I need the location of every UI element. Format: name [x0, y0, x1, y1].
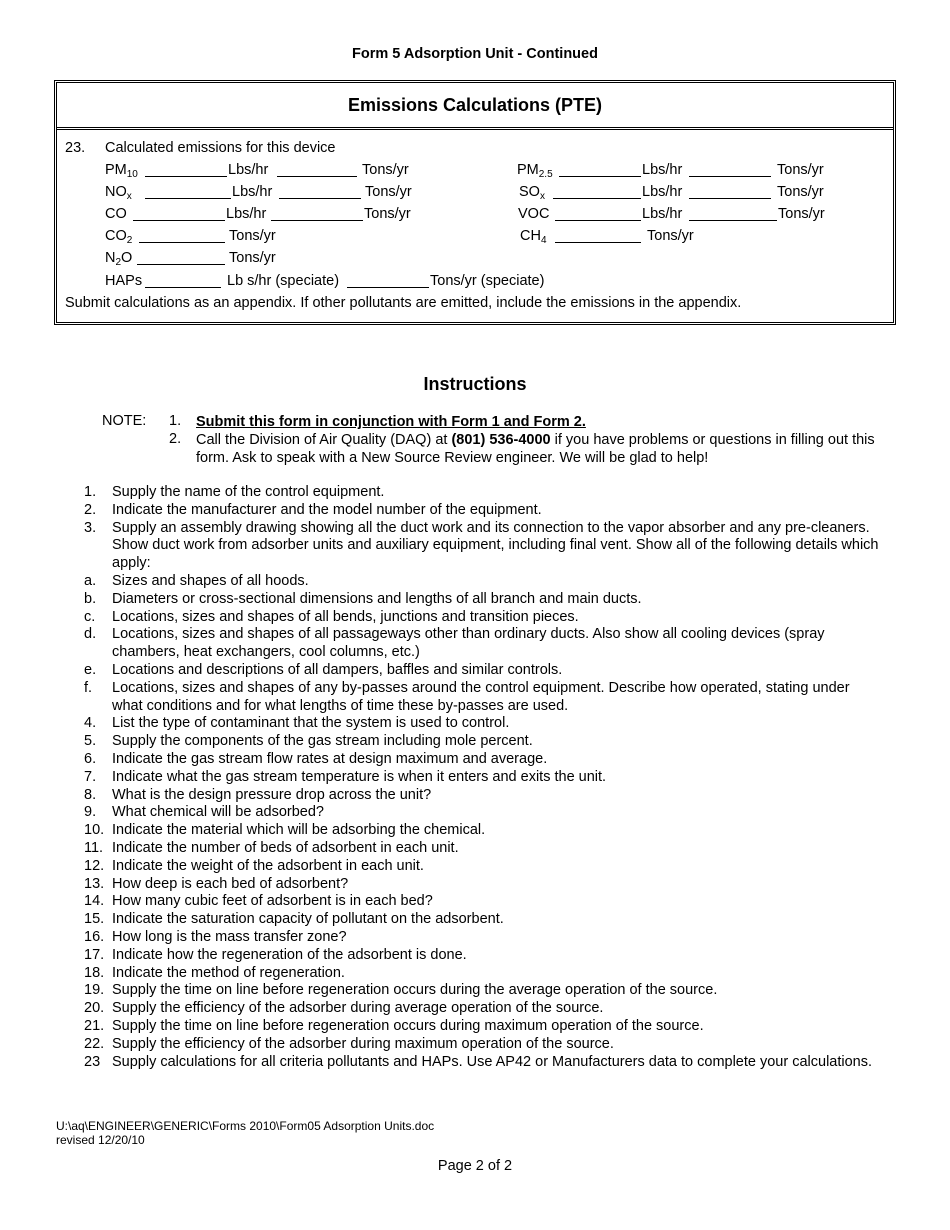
- list-item-number: 4.: [84, 715, 97, 732]
- list-item-number: 13.: [84, 875, 105, 892]
- note-label: NOTE:: [102, 413, 147, 429]
- nox-tons-yr-field[interactable]: [279, 186, 361, 199]
- list-item: [84, 893, 884, 911]
- footer-file-info: [56, 1119, 434, 1147]
- page-title: Form 5 Adsorption Unit - Continued: [352, 46, 598, 62]
- page-number: Page 2 of 2: [437, 1158, 513, 1174]
- list-item-number: 15.: [84, 911, 105, 928]
- list-item-number: 22.: [84, 1035, 105, 1052]
- pollutant-pm25: $PM_{2.5}$: [517, 162, 553, 180]
- pm25-lbs-hr-field[interactable]: [559, 164, 641, 177]
- list-item: [84, 929, 884, 947]
- list-item-number: 5.: [84, 733, 97, 750]
- n2o-tons-yr-field[interactable]: [137, 252, 225, 265]
- note-number: 1.: [169, 413, 182, 429]
- co2-tons-yr-field[interactable]: [139, 230, 225, 243]
- list-item: [84, 591, 884, 609]
- list-item-text: Supply calculations for all criteria pollutants and HAPs. Use AP42 or Manufacturers data to complete your calculations.: [112, 1053, 873, 1070]
- unit-label: Lbs/hr: [232, 184, 273, 200]
- list-item-text: Locations, sizes and shapes of any by-passes around the control equipment. Describe how operated, stating under what conditions and for what lengths of time these by-passes are used.: [112, 679, 850, 714]
- list-item-text: Locations and descriptions of all dampers, baffles and similar controls.: [112, 661, 563, 678]
- pollutant-voc: VOC: [518, 206, 550, 222]
- list-item-number: 11.: [84, 839, 104, 856]
- list-item: [84, 1054, 884, 1072]
- pollutant-pm10: $PM_{10}$: [105, 162, 138, 180]
- pm10-tons-yr-field[interactable]: [277, 164, 357, 177]
- note-number: 2.: [169, 431, 182, 447]
- voc-tons-yr-field[interactable]: [689, 208, 777, 221]
- list-item-number: 14.: [84, 893, 105, 910]
- list-item: [84, 1036, 884, 1054]
- list-item: [84, 804, 884, 822]
- list-item-text: Supply an assembly drawing showing all the duct work and its connection to the vapor absorber and any pre-cleaners. Show duct work from adsorber units and auxiliary equipment, including final vent. Show all of the following details which apply:: [112, 519, 879, 572]
- unit-label: Tons/yr: [362, 162, 409, 178]
- emissions-footnote: Submit calculations as an appendix. If other pollutants are emitted, include the emissions in the appendix.: [65, 295, 742, 311]
- list-item-text: Locations, sizes and shapes of all passageways other than ordinary ducts. Also show all cooling devices (spray chambers, heat exchangers, cool columns, etc.): [112, 626, 825, 661]
- list-item-text: Indicate the weight of the adsorbent in each unit.: [112, 857, 424, 874]
- ch4-tons-yr-field[interactable]: [555, 230, 641, 243]
- list-item: [84, 609, 884, 627]
- instructions-title: Instructions: [423, 374, 527, 394]
- co-tons-yr-field[interactable]: [271, 208, 363, 221]
- list-item: [84, 965, 884, 983]
- list-item: [84, 626, 884, 662]
- sox-lbs-hr-field[interactable]: [553, 186, 641, 199]
- list-item: [84, 858, 884, 876]
- list-item-text: Locations, sizes and shapes of all bends, junctions and transition pieces.: [112, 608, 579, 625]
- list-item-text: Sizes and shapes of all hoods.: [112, 572, 309, 589]
- list-item-text: Supply the time on line before regeneration occurs during the average operation of the source.: [112, 982, 718, 999]
- list-item-text: List the type of contaminant that the system is used to control.: [112, 715, 510, 732]
- list-item: [84, 982, 884, 1000]
- list-item-text: How long is the mass transfer zone?: [112, 928, 347, 945]
- list-item-number: 23: [84, 1053, 101, 1070]
- list-item: [84, 787, 884, 805]
- list-item: [84, 876, 884, 894]
- list-item-number: d.: [84, 626, 97, 643]
- unit-label: Lbs/hr: [642, 206, 683, 222]
- list-item-number: 19.: [84, 982, 105, 999]
- list-item: [84, 1000, 884, 1018]
- haps-lbs-hr-field[interactable]: [145, 275, 221, 288]
- list-item-number: 10.: [84, 822, 105, 839]
- unit-label: Lbs/hr: [228, 162, 269, 178]
- voc-lbs-hr-field[interactable]: [555, 208, 641, 221]
- list-item-number: 9.: [84, 804, 97, 821]
- list-item: [84, 502, 884, 520]
- list-item-text: Supply the efficiency of the adsorber during maximum operation of the source.: [112, 1035, 614, 1052]
- pollutant-n2o: $N_2O$: [105, 250, 133, 268]
- list-item-text: Indicate the method of regeneration.: [112, 964, 345, 981]
- list-item: [84, 769, 884, 787]
- list-item-number: 18.: [84, 964, 105, 981]
- unit-label: Tons/yr (speciate): [430, 273, 545, 289]
- list-item-number: e.: [84, 661, 97, 678]
- list-item-number: 7.: [84, 768, 97, 785]
- list-item-text: How deep is each bed of adsorbent?: [112, 875, 349, 892]
- unit-label: Tons/yr: [777, 162, 824, 178]
- list-item: [84, 947, 884, 965]
- list-item-text: Indicate the material which will be adsorbing the chemical.: [112, 822, 486, 839]
- list-item-number: 21.: [84, 1017, 105, 1034]
- unit-label: Lbs/hr: [226, 206, 267, 222]
- pollutant-ch4: $CH_4$: [520, 228, 547, 246]
- list-item-number: 12.: [84, 857, 105, 874]
- list-item-number: 16.: [84, 928, 105, 945]
- list-item-number: a.: [84, 572, 97, 589]
- unit-label: Lbs/hr: [642, 162, 683, 178]
- note-item: Call the Division of Air Quality (DAQ) at (801) 536-4000 if you have problems or questions in filling out this form. Ask to speak with a New Source Review engineer. We will be glad to help!: [196, 432, 875, 466]
- section-title: Emissions Calculations (PTE): [57, 83, 893, 130]
- emissions-calculations-box: [54, 80, 896, 325]
- file-path: U:\aq\ENGINEER\GENERIC\Forms 2010\Form05 Adsorption Units.doc: [56, 1119, 435, 1133]
- list-item: [84, 840, 884, 858]
- unit-label: Lb s/hr (speciate): [227, 273, 340, 289]
- list-item: [84, 715, 884, 733]
- pollutant-haps: HAPs: [105, 273, 143, 289]
- list-item-number: 20.: [84, 1000, 105, 1017]
- list-item-text: What chemical will be adsorbed?: [112, 804, 324, 821]
- daq-phone-number: (801) 536-4000: [451, 432, 551, 448]
- list-item-text: Indicate the saturation capacity of pollutant on the adsorbent.: [112, 911, 504, 928]
- sox-tons-yr-field[interactable]: [689, 186, 771, 199]
- pollutant-co2: $CO_2$: [105, 228, 133, 246]
- unit-label: Tons/yr: [229, 250, 276, 266]
- list-item-number: b.: [84, 590, 97, 607]
- instructions-list: [84, 484, 884, 1071]
- list-item-text: What is the design pressure drop across the unit?: [112, 786, 432, 803]
- question-number: 23.: [65, 140, 86, 156]
- list-item-text: Supply the name of the control equipment.: [112, 484, 385, 500]
- list-item: [84, 733, 884, 751]
- list-item-text: Indicate the gas stream flow rates at design maximum and average.: [112, 750, 548, 767]
- list-item: [84, 680, 884, 716]
- list-item-text: Indicate what the gas stream temperature is when it enters and exits the unit.: [112, 768, 607, 785]
- list-item-text: How many cubic feet of adsorbent is in each bed?: [112, 893, 433, 910]
- emissions-body: [57, 130, 893, 322]
- haps-tons-yr-field[interactable]: [347, 275, 429, 288]
- pollutant-sox: $SO_x$: [519, 184, 545, 202]
- pm25-tons-yr-field[interactable]: [689, 164, 771, 177]
- list-item: [84, 662, 884, 680]
- unit-label: Tons/yr: [365, 184, 412, 200]
- unit-label: Tons/yr: [364, 206, 411, 222]
- list-item-number: 8.: [84, 786, 97, 803]
- list-item-text: Indicate the manufacturer and the model number of the equipment.: [112, 501, 542, 518]
- unit-label: Tons/yr: [229, 228, 276, 244]
- question-text: Calculated emissions for this device: [105, 140, 336, 156]
- list-item: [84, 911, 884, 929]
- pm10-lbs-hr-field[interactable]: [145, 164, 227, 177]
- list-item: [84, 751, 884, 769]
- list-item-text: Indicate how the regeneration of the adsorbent is done.: [112, 946, 467, 963]
- list-item-number: 17.: [84, 946, 105, 963]
- list-item-number: 2.: [84, 501, 97, 518]
- unit-label: Tons/yr: [778, 206, 825, 222]
- list-item-number: 1.: [84, 484, 97, 500]
- co-lbs-hr-field[interactable]: [133, 208, 225, 221]
- pollutant-nox: $NO_x$: [105, 184, 132, 202]
- list-item-number: 3.: [84, 519, 97, 536]
- list-item-text: Supply the time on line before regeneration occurs during maximum operation of the source.: [112, 1017, 704, 1034]
- list-item-text: Supply the efficiency of the adsorber during average operation of the source.: [112, 1000, 604, 1017]
- revised-date: revised 12/20/10: [56, 1133, 145, 1147]
- unit-label: Tons/yr: [777, 184, 824, 200]
- list-item-number: c.: [84, 608, 96, 625]
- list-item-text: Indicate the number of beds of adsorbent in each unit.: [112, 839, 459, 856]
- list-item: [84, 822, 884, 840]
- nox-lbs-hr-field[interactable]: [145, 186, 231, 199]
- list-item-text: Diameters or cross-sectional dimensions and lengths of all branch and main ducts.: [112, 590, 642, 607]
- unit-label: Tons/yr: [647, 228, 694, 244]
- list-item: [84, 573, 884, 591]
- list-item-number: 6.: [84, 750, 97, 767]
- note-item: Submit this form in conjunction with Form 1 and Form 2.: [196, 414, 586, 430]
- pollutant-co: CO: [105, 206, 127, 222]
- list-item: [84, 1018, 884, 1036]
- list-item-number: f.: [84, 679, 93, 696]
- list-item: [84, 520, 884, 573]
- unit-label: Lbs/hr: [642, 184, 683, 200]
- list-item-text: Supply the components of the gas stream including mole percent.: [112, 733, 533, 750]
- list-item: [84, 484, 884, 502]
